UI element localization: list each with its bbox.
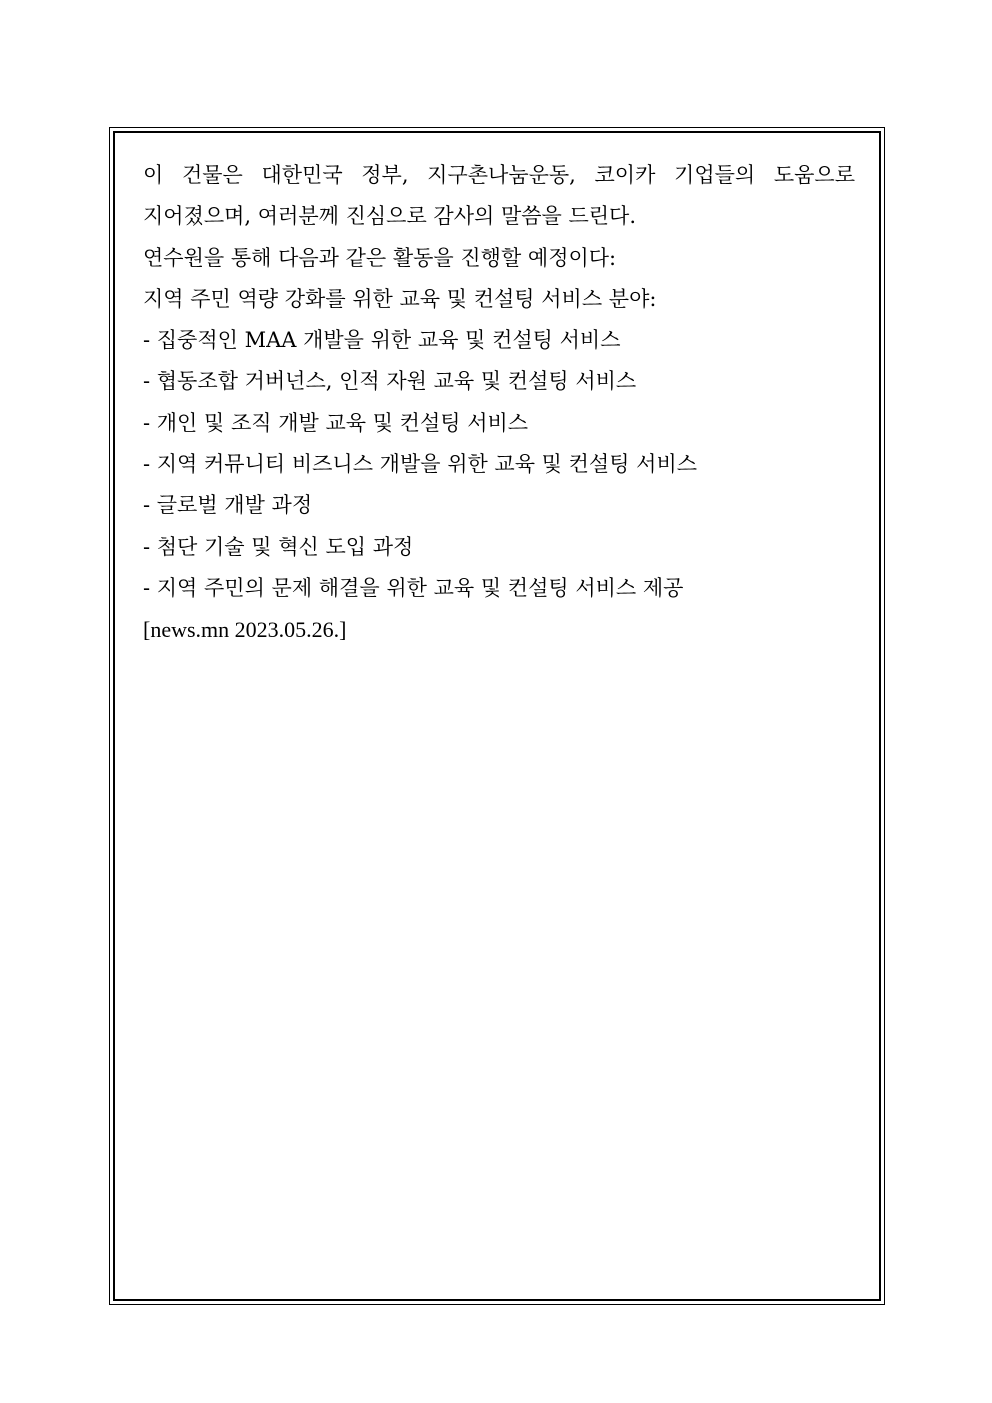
list-item: - 협동조합 거버넌스, 인적 자원 교육 및 컨설팅 서비스	[143, 369, 637, 394]
list-item: - 첨단 기술 및 혁신 도입 과정	[143, 534, 414, 559]
section-heading: 지역 주민 역량 강화를 위한 교육 및 컨설팅 서비스 분야:	[143, 286, 657, 311]
paragraph-line-1: 이 건물은 대한민국 정부, 지구촌나눔운동, 코이카 기업들의 도움으로	[143, 163, 855, 187]
paragraph-line-2: 지어졌으며, 여러분께 진심으로 감사의 말씀을 드린다.	[143, 204, 637, 229]
list-item: - 개인 및 조직 개발 교육 및 컨설팅 서비스	[143, 410, 529, 435]
list-item: - 지역 주민의 문제 해결을 위한 교육 및 컨설팅 서비스 제공	[143, 575, 684, 600]
document-body	[143, 155, 855, 651]
intro-line: 연수원을 통해 다음과 같은 활동을 진행할 예정이다:	[143, 245, 617, 270]
list-item: - 글로벌 개발 과정	[143, 493, 313, 518]
list-item: - 집중적인 MAA 개발을 위한 교육 및 컨설팅 서비스	[143, 328, 621, 353]
list-item: - 지역 커뮤니티 비즈니스 개발을 위한 교육 및 컨설팅 서비스	[143, 452, 698, 477]
source-citation: [news.mn 2023.05.26.]	[143, 617, 347, 643]
